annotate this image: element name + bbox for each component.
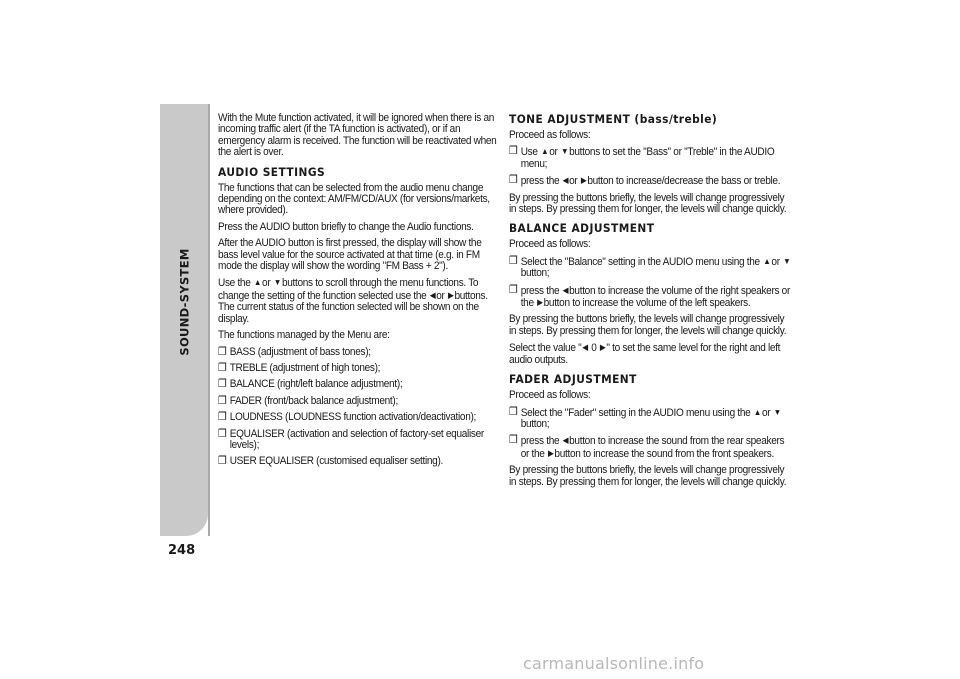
tone-step-1: ❐ Use ▲or ▼buttons to set the "Bass" or "Treble" in the AUDIO menu; bbox=[509, 145, 775, 170]
arrow-down-icon: ▼ bbox=[560, 146, 569, 157]
checkbox-bullet-icon: ❐ bbox=[509, 434, 518, 447]
arrow-up-icon: ▲ bbox=[541, 146, 549, 157]
menu-item-loudness: ❐ LOUDNESS (LOUDNESS function activation/deactivation); bbox=[218, 411, 477, 424]
arrow-right-icon: ▶ bbox=[547, 447, 554, 458]
balance-intro: Proceed as follows: bbox=[509, 238, 591, 251]
balance-step-1: ❐ Select the "Balance" setting in the AUDIO menu using the ▲or ▼button; bbox=[509, 254, 791, 280]
arrow-left-icon: ◀ bbox=[562, 435, 569, 446]
audio-paragraph-4: Use the ▲or ▼buttons to scroll through the menu functions. To change the setting of the function selected use the ◀or ▶buttons. The current status of the function selected will be shown on the display. bbox=[218, 277, 488, 325]
checkbox-bullet-icon: ❐ bbox=[509, 145, 518, 158]
tone-step-2: ❐ press the ◀or ▶button to increase/decrease the bass or treble. bbox=[509, 174, 781, 188]
menu-item-treble: ❐ TREBLE (adjustment of high tones); bbox=[218, 361, 381, 374]
checkbox-bullet-icon: ❐ bbox=[509, 283, 518, 296]
checkbox-bullet-icon: ❐ bbox=[218, 378, 227, 391]
menu-intro: The functions managed by the Menu are: bbox=[218, 329, 390, 342]
arrow-right-icon: ▶ bbox=[447, 289, 454, 300]
checkbox-bullet-icon: ❐ bbox=[218, 455, 227, 468]
balance-note: By pressing the buttons briefly, the levels will change progressively in steps. By pressing them for longer, the levels will change quickly. bbox=[509, 313, 787, 337]
page-number: 248 bbox=[168, 543, 196, 558]
audio-paragraph-3: After the AUDIO button is first pressed, the display will show the bass level value for the source activated at that time (e.g. in FM mode the display will show the wording "FM Bass + 2"). bbox=[218, 237, 482, 273]
arrow-left-icon: ◀ bbox=[562, 284, 569, 295]
mute-paragraph: With the Mute function activated, it will be ignored when there is an incoming traffic alert (if the TA function is activated), or if an emergency alarm is received. The function will be reactivated when the alert is over. bbox=[218, 112, 497, 159]
arrow-right-icon: ▶ bbox=[537, 297, 543, 308]
tone-adjustment-heading: TONE ADJUSTMENT (bass/treble) bbox=[509, 112, 718, 126]
checkbox-bullet-icon: ❐ bbox=[218, 411, 227, 424]
section-label bbox=[165, 232, 205, 372]
arrow-right-icon: ▶ bbox=[580, 175, 587, 186]
checkbox-bullet-icon: ❐ bbox=[509, 174, 518, 187]
menu-item-equaliser: ❐ EQUALISER (activation and selection of factory-set equaliser levels); bbox=[218, 427, 484, 451]
checkbox-bullet-icon: ❐ bbox=[218, 427, 227, 440]
menu-item-user-equaliser: ❐ USER EQUALISER (customised equaliser setting). bbox=[218, 455, 443, 468]
fader-step-2: ❐ press the ◀button to increase the sound from the rear speakers or the ▶button to increase the sound from the front speakers. bbox=[509, 434, 785, 460]
menu-item-bass: ❐ BASS (adjustment of bass tones); bbox=[218, 345, 371, 358]
balance-center-value: Select the value "◀ 0 ▶" to set the same level for the right and left audio outputs. bbox=[509, 342, 781, 366]
checkbox-bullet-icon: ❐ bbox=[218, 394, 227, 407]
fader-intro: Proceed as follows: bbox=[509, 389, 591, 402]
fader-adjustment-heading: FADER ADJUSTMENT bbox=[509, 372, 637, 387]
balance-adjustment-heading: BALANCE ADJUSTMENT bbox=[509, 221, 655, 236]
checkbox-bullet-icon: ❐ bbox=[509, 254, 518, 267]
fader-step-1: ❐ Select the "Fader" setting in the AUDIO menu using the ▲or ▼button; bbox=[509, 405, 781, 430]
audio-paragraph-2: Press the AUDIO button briefly to change the Audio functions. bbox=[218, 220, 474, 233]
right-column bbox=[509, 113, 793, 493]
section-label-text: SOUND-SYSTEM bbox=[178, 248, 193, 356]
arrow-left-icon: ◀ bbox=[582, 342, 588, 353]
fader-note: By pressing the buttons briefly, the levels will change progressively in steps. By pressing them for longer, the levels will change quickly. bbox=[509, 464, 787, 488]
arrow-down-icon: ▼ bbox=[773, 406, 781, 417]
tone-note: By pressing the buttons briefly, the levels will change progressively in steps. By pressing them for longer, the levels will change quickly. bbox=[509, 191, 787, 216]
arrow-down-icon: ▼ bbox=[273, 277, 282, 288]
checkbox-bullet-icon: ❐ bbox=[509, 405, 518, 418]
menu-item-fader: ❐ FADER (front/back balance adjustment); bbox=[218, 394, 398, 407]
arrow-down-icon: ▼ bbox=[783, 255, 791, 266]
menu-item-balance: ❐ BALANCE (right/left balance adjustment); bbox=[218, 378, 403, 391]
arrow-up-icon: ▲ bbox=[753, 406, 762, 417]
watermark: carmanualsonline.info bbox=[523, 654, 705, 673]
arrow-up-icon: ▲ bbox=[253, 277, 262, 288]
checkbox-bullet-icon: ❐ bbox=[218, 345, 227, 358]
audio-settings-heading: AUDIO SETTINGS bbox=[218, 164, 326, 179]
arrow-left-icon: ◀ bbox=[429, 289, 436, 300]
arrow-up-icon: ▲ bbox=[763, 255, 771, 266]
checkbox-bullet-icon: ❐ bbox=[218, 361, 227, 374]
balance-step-2: ❐ press the ◀button to increase the volume of the right speakers or the ▶button to increase the volume of the left speakers. bbox=[509, 283, 791, 310]
audio-paragraph-1: The functions that can be selected from the audio menu change depending on the context: AM/FM/CD/AUX (for versions/markets, where provided). bbox=[218, 181, 490, 217]
arrow-left-icon: ◀ bbox=[562, 175, 569, 186]
arrow-right-icon: ▶ bbox=[599, 342, 606, 353]
left-column bbox=[218, 113, 502, 473]
sidebar-divider bbox=[208, 104, 210, 536]
tone-intro: Proceed as follows: bbox=[509, 129, 591, 141]
